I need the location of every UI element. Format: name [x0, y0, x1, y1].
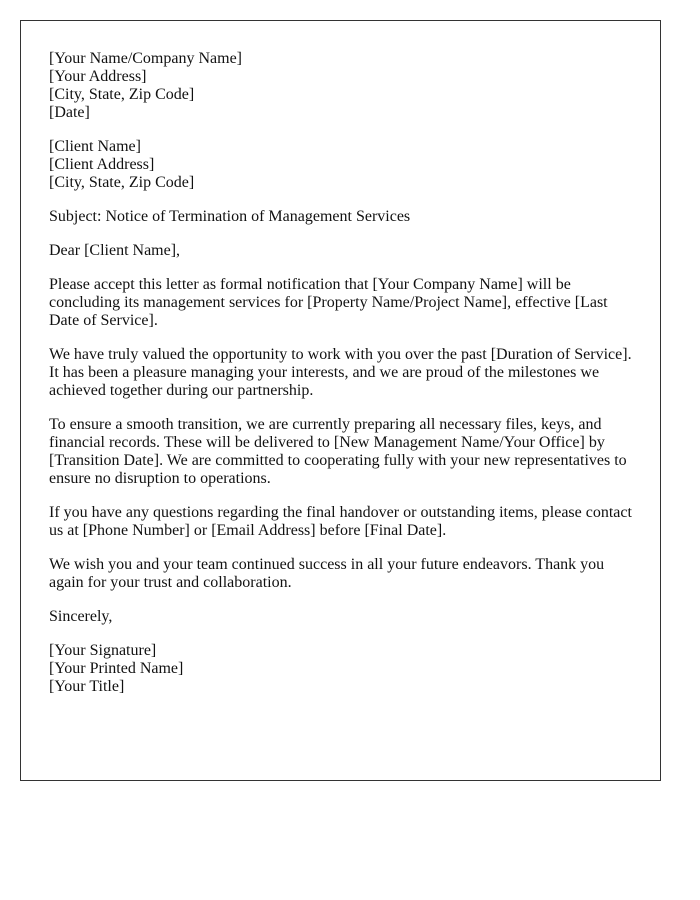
- recipient-address: [49, 138, 632, 192]
- printed-name: [Your Printed Name]: [49, 660, 184, 677]
- sender-street: [Your Address]: [49, 68, 147, 85]
- recipient-city: [City, State, Zip Code]: [49, 174, 195, 191]
- letter-page: [20, 20, 661, 781]
- closing: Sincerely,: [49, 608, 113, 625]
- recipient-name: [Client Name]: [49, 138, 141, 155]
- sender-address: [49, 50, 632, 122]
- body-paragraph: We wish you and your team continued success in all your future endeavors. Thank you again for your trust and collaboration.: [49, 556, 605, 591]
- title: [Your Title]: [49, 678, 125, 695]
- sender-city: [City, State, Zip Code]: [49, 86, 195, 103]
- body-paragraph: Please accept this letter as formal notification that [Your Company Name] will be concluding its management services for [Property Name/Project Name], effective [Last Date of Service].: [49, 276, 608, 329]
- signature-block: [49, 642, 632, 696]
- body-paragraph: If you have any questions regarding the final handover or outstanding items, please contact us at [Phone Number] or [Email Address] before [Final Date].: [49, 504, 632, 539]
- subject-line: Subject: Notice of Termination of Management Services: [49, 208, 411, 225]
- body-paragraph: To ensure a smooth transition, we are currently preparing all necessary files, keys, and financial records. These will be delivered to [New Management Name/Your Office] by [Transition Date]. We are committed to cooperating fully with your new representatives to ensure no disruption to operations.: [49, 416, 627, 487]
- salutation: Dear [Client Name],: [49, 242, 181, 259]
- sender-name: [Your Name/Company Name]: [49, 50, 243, 67]
- body-paragraph: We have truly valued the opportunity to work with you over the past [Duration of Service]. It has been a pleasure managing your interests, and we are proud of the milestones we achieved together during our partnership.: [49, 346, 632, 399]
- signature: [Your Signature]: [49, 642, 157, 659]
- recipient-street: [Client Address]: [49, 156, 155, 173]
- letter-date: [Date]: [49, 104, 90, 121]
